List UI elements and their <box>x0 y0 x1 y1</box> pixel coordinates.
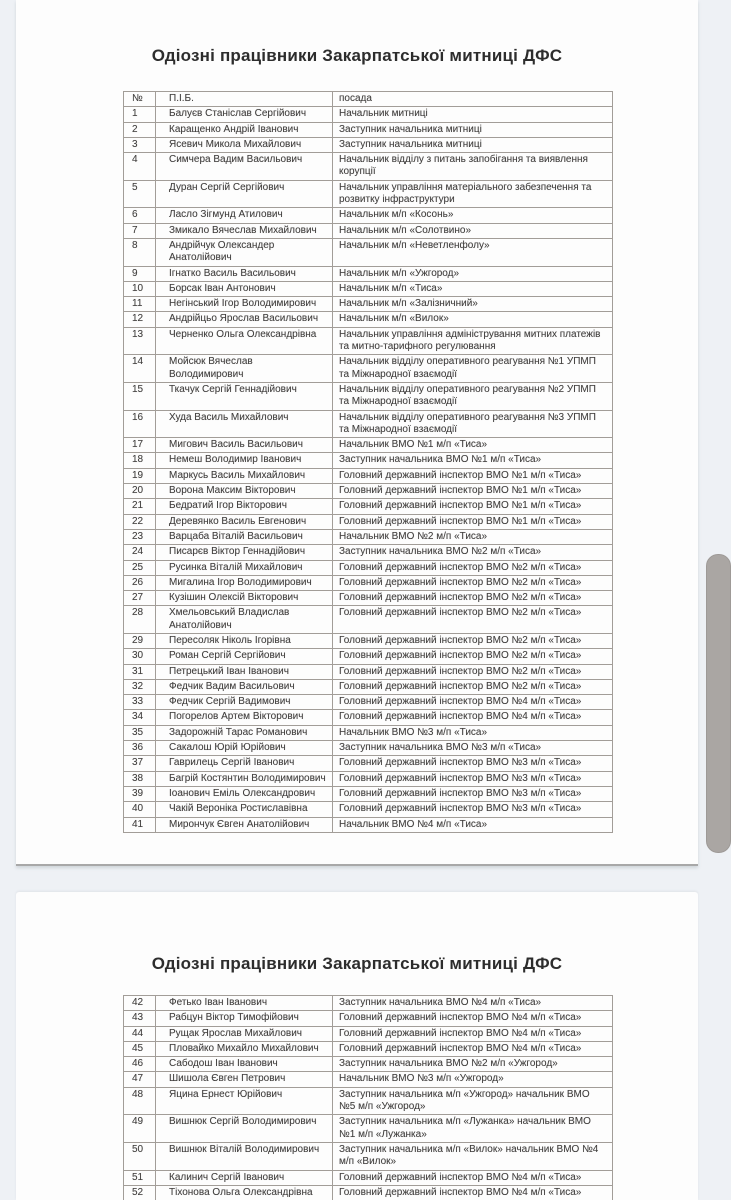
employee-name: Яцина Ернест Юрійович <box>156 1087 333 1115</box>
row-number: 19 <box>124 468 156 483</box>
table-row <box>124 238 613 266</box>
employee-name: Ясевич Микола Михайлович <box>156 137 333 152</box>
table-row <box>124 1011 613 1026</box>
table-row <box>124 1142 613 1170</box>
table-row <box>124 741 613 756</box>
row-number: 35 <box>124 725 156 740</box>
employee-position: Начальник м/п «Вилок» <box>333 312 613 327</box>
employee-position: Головний державний інспектор ВМО №2 м/п «Тиса» <box>333 591 613 606</box>
employee-position: Заступник начальника митниці <box>333 137 613 152</box>
table-row <box>124 1026 613 1041</box>
employee-name: Ігнатко Василь Васильович <box>156 266 333 281</box>
employee-position: Заступник начальника ВМО №2 м/п «Ужгород» <box>333 1057 613 1072</box>
row-number: 13 <box>124 327 156 355</box>
employee-name: Бедратий Ігор Вікторович <box>156 499 333 514</box>
employee-name: Варцаба Віталій Васильович <box>156 529 333 544</box>
row-number: 8 <box>124 238 156 266</box>
employee-name: Борсак Іван Антонович <box>156 281 333 296</box>
employee-name: Пловайко Михайло Михайлович <box>156 1041 333 1056</box>
table-row <box>124 575 613 590</box>
table-row <box>124 180 613 208</box>
table-row <box>124 1057 613 1072</box>
employees-table-page-1 <box>123 91 613 833</box>
employee-position: Начальник ВМО №2 м/п «Тиса» <box>333 529 613 544</box>
header-row <box>124 92 613 107</box>
row-number: 32 <box>124 679 156 694</box>
table-row <box>124 786 613 801</box>
employee-position: Головний державний інспектор ВМО №1 м/п «Тиса» <box>333 499 613 514</box>
table-row <box>124 591 613 606</box>
row-number: 5 <box>124 180 156 208</box>
employee-position: Начальник ВМО №3 м/п «Ужгород» <box>333 1072 613 1087</box>
row-number: 25 <box>124 560 156 575</box>
row-number: 4 <box>124 153 156 181</box>
page-title: Одіозні працівники Закарпатської митниці ДФС <box>151 954 563 973</box>
row-number: 36 <box>124 741 156 756</box>
table-row <box>124 545 613 560</box>
table-row <box>124 484 613 499</box>
employee-name: Мигалина Ігор Володимирович <box>156 575 333 590</box>
employee-name: Іоанович Еміль Олександрович <box>156 786 333 801</box>
row-number: 43 <box>124 1011 156 1026</box>
employee-position: Начальник ВМО №4 м/п «Тиса» <box>333 817 613 832</box>
table-row <box>124 710 613 725</box>
employee-name: Писарєв Віктор Геннадійович <box>156 545 333 560</box>
employee-position: Головний державний інспектор ВМО №4 м/п «Тиса» <box>333 1185 613 1200</box>
employee-position: Головний державний інспектор ВМО №2 м/п «Тиса» <box>333 633 613 648</box>
table-row <box>124 122 613 137</box>
document-page-1 <box>16 0 698 866</box>
employee-name: Петрецький Іван Іванович <box>156 664 333 679</box>
row-number: 7 <box>124 223 156 238</box>
employee-position: Головний державний інспектор ВМО №3 м/п «Тиса» <box>333 756 613 771</box>
employee-name: Погорелов Артем Вікторович <box>156 710 333 725</box>
employee-position: Заступник начальника м/п «Вилок» начальник ВМО №4 м/п «Вилок» <box>333 1142 613 1170</box>
row-number: 39 <box>124 786 156 801</box>
column-header: П.І.Б. <box>156 92 333 107</box>
employee-position: Начальник м/п «Неветленфолу» <box>333 238 613 266</box>
employee-name: Федчик Вадим Васильович <box>156 679 333 694</box>
row-number: 29 <box>124 633 156 648</box>
employee-name: Деревянко Василь Евгенович <box>156 514 333 529</box>
employee-position: Головний державний інспектор ВМО №2 м/п «Тиса» <box>333 560 613 575</box>
table-row <box>124 695 613 710</box>
employee-name: Каращенко Андрій Іванович <box>156 122 333 137</box>
employee-position: Начальник м/п «Косонь» <box>333 208 613 223</box>
employee-position: Головний державний інспектор ВМО №1 м/п «Тиса» <box>333 514 613 529</box>
employee-position: Головний державний інспектор ВМО №1 м/п «Тиса» <box>333 468 613 483</box>
employee-position: Начальник відділу оперативного реагування №2 УПМП та Міжнародної взаємодії <box>333 382 613 410</box>
employee-name: Маркусь Василь Михайлович <box>156 468 333 483</box>
row-number: 12 <box>124 312 156 327</box>
row-number: 18 <box>124 453 156 468</box>
row-number: 2 <box>124 122 156 137</box>
employee-name: Черненко Ольга Олександрівна <box>156 327 333 355</box>
employee-name: Худа Василь Михайлович <box>156 410 333 438</box>
employee-name: Симчера Вадим Васильович <box>156 153 333 181</box>
employee-position: Начальник м/п «Залізничний» <box>333 297 613 312</box>
employee-position: Начальник м/п «Тиса» <box>333 281 613 296</box>
table-row <box>124 1170 613 1185</box>
table-row <box>124 266 613 281</box>
row-number: 50 <box>124 1142 156 1170</box>
table-row <box>124 137 613 152</box>
employee-position: Заступник начальника ВМО №3 м/п «Тиса» <box>333 741 613 756</box>
employee-name: Калинич Сергій Іванович <box>156 1170 333 1185</box>
employee-name: Сакалош Юрій Юрійович <box>156 741 333 756</box>
table-row <box>124 281 613 296</box>
row-number: 48 <box>124 1087 156 1115</box>
employee-position: Начальник управління матеріального забезпечення та розвитку інфраструктури <box>333 180 613 208</box>
table-row <box>124 223 613 238</box>
employee-position: Начальник митниці <box>333 107 613 122</box>
row-number: 44 <box>124 1026 156 1041</box>
table-row <box>124 560 613 575</box>
row-number: 45 <box>124 1041 156 1056</box>
employee-name: Балуєв Станіслав Сергійович <box>156 107 333 122</box>
row-number: 22 <box>124 514 156 529</box>
employee-name: Рабцун Віктор Тимофійович <box>156 1011 333 1026</box>
employee-name: Мирончук Євген Анатолійович <box>156 817 333 832</box>
employee-position: Головний державний інспектор ВМО №4 м/п «Тиса» <box>333 1041 613 1056</box>
employee-name: Хмельовський Владислав Анатолійович <box>156 606 333 634</box>
column-header: № <box>124 92 156 107</box>
table-row <box>124 817 613 832</box>
table-row <box>124 1185 613 1200</box>
employee-position: Заступник начальника ВМО №4 м/п «Тиса» <box>333 996 613 1011</box>
table-row <box>124 297 613 312</box>
table-row <box>124 453 613 468</box>
employee-name: Роман Сергій Сергійович <box>156 649 333 664</box>
employee-position: Заступник начальника ВМО №1 м/п «Тиса» <box>333 453 613 468</box>
row-number: 31 <box>124 664 156 679</box>
employee-name: Фетько Іван Іванович <box>156 996 333 1011</box>
column-header: посада <box>333 92 613 107</box>
table-row <box>124 606 613 634</box>
row-number: 3 <box>124 137 156 152</box>
row-number: 16 <box>124 410 156 438</box>
employee-name: Сабодош Іван Іванович <box>156 1057 333 1072</box>
row-number: 17 <box>124 438 156 453</box>
row-number: 21 <box>124 499 156 514</box>
employee-name: Шишола Євген Петрович <box>156 1072 333 1087</box>
employee-name: Дуран Сергій Сергійович <box>156 180 333 208</box>
employee-position: Головний державний інспектор ВМО №2 м/п «Тиса» <box>333 606 613 634</box>
row-number: 30 <box>124 649 156 664</box>
employee-name: Рущак Ярослав Михайлович <box>156 1026 333 1041</box>
row-number: 6 <box>124 208 156 223</box>
page-title: Одіозні працівники Закарпатської митниці ДФС <box>151 46 563 65</box>
table-row <box>124 756 613 771</box>
scrollbar-thumb[interactable] <box>706 554 731 853</box>
table-row <box>124 633 613 648</box>
employee-position: Головний державний інспектор ВМО №2 м/п «Тиса» <box>333 575 613 590</box>
row-number: 23 <box>124 529 156 544</box>
employee-position: Заступник начальника митниці <box>333 122 613 137</box>
employee-position: Начальник відділу з питань запобігання та виявлення корупції <box>333 153 613 181</box>
employee-name: Задорожній Тарас Романович <box>156 725 333 740</box>
row-number: 27 <box>124 591 156 606</box>
employee-name: Чакій Вероніка Ростиславівна <box>156 802 333 817</box>
employee-position: Головний державний інспектор ВМО №2 м/п «Тиса» <box>333 664 613 679</box>
employee-position: Головний державний інспектор ВМО №4 м/п «Тиса» <box>333 1170 613 1185</box>
row-number: 26 <box>124 575 156 590</box>
row-number: 10 <box>124 281 156 296</box>
table-row <box>124 996 613 1011</box>
employee-position: Начальник м/п «Ужгород» <box>333 266 613 281</box>
table-row <box>124 312 613 327</box>
row-number: 9 <box>124 266 156 281</box>
table-row <box>124 499 613 514</box>
table-row <box>124 649 613 664</box>
table-row <box>124 1041 613 1056</box>
table-row <box>124 802 613 817</box>
employee-position: Головний державний інспектор ВМО №4 м/п «Тиса» <box>333 1026 613 1041</box>
employee-position: Головний державний інспектор ВМО №4 м/п «Тиса» <box>333 710 613 725</box>
employee-position: Начальник ВМО №3 м/п «Тиса» <box>333 725 613 740</box>
table-row <box>124 208 613 223</box>
table-row <box>124 514 613 529</box>
employee-position: Головний державний інспектор ВМО №2 м/п «Тиса» <box>333 679 613 694</box>
table-row <box>124 153 613 181</box>
row-number: 42 <box>124 996 156 1011</box>
table-row <box>124 327 613 355</box>
row-number: 28 <box>124 606 156 634</box>
employee-name: Андрійцьо Ярослав Васильович <box>156 312 333 327</box>
employee-name: Андрійчук Олександер Анатолійович <box>156 238 333 266</box>
table-row <box>124 468 613 483</box>
row-number: 47 <box>124 1072 156 1087</box>
table-row <box>124 382 613 410</box>
employee-position: Заступник начальника ВМО №2 м/п «Тиса» <box>333 545 613 560</box>
employees-table-page-2 <box>123 995 613 1200</box>
employee-name: Вишнюк Віталій Володимирович <box>156 1142 333 1170</box>
employee-position: Головний державний інспектор ВМО №3 м/п «Тиса» <box>333 786 613 801</box>
employee-position: Заступник начальника м/п «Лужанка» начальник ВМО №1 м/п «Лужанка» <box>333 1115 613 1143</box>
employee-position: Начальник відділу оперативного реагування №1 УПМП та Міжнародної взаємодії <box>333 355 613 383</box>
employee-position: Начальник управління адміністрування митних платежів та митно-тарифного регулювання <box>333 327 613 355</box>
employee-name: Тіхонова Ольга Олександрівна <box>156 1185 333 1200</box>
row-number: 41 <box>124 817 156 832</box>
employee-name: Ласло Зігмунд Атилович <box>156 208 333 223</box>
row-number: 51 <box>124 1170 156 1185</box>
employee-position: Начальник ВМО №1 м/п «Тиса» <box>333 438 613 453</box>
row-number: 33 <box>124 695 156 710</box>
row-number: 24 <box>124 545 156 560</box>
employee-position: Начальник м/п «Солотвино» <box>333 223 613 238</box>
employee-name: Мойсюк Вячеслав Володимирович <box>156 355 333 383</box>
table-row <box>124 410 613 438</box>
row-number: 38 <box>124 771 156 786</box>
row-number: 34 <box>124 710 156 725</box>
employee-position: Головний державний інспектор ВМО №3 м/п «Тиса» <box>333 771 613 786</box>
employee-position: Головний державний інспектор ВМО №1 м/п «Тиса» <box>333 484 613 499</box>
table-row <box>124 355 613 383</box>
table-row <box>124 771 613 786</box>
employee-position: Головний державний інспектор ВМО №4 м/п «Тиса» <box>333 1011 613 1026</box>
row-number: 15 <box>124 382 156 410</box>
row-number: 40 <box>124 802 156 817</box>
employee-name: Русинка Віталій Михайлович <box>156 560 333 575</box>
row-number: 14 <box>124 355 156 383</box>
table-row <box>124 664 613 679</box>
employee-name: Ткачук Сергій Геннадійович <box>156 382 333 410</box>
employee-position: Головний державний інспектор ВМО №2 м/п «Тиса» <box>333 649 613 664</box>
document-page-2 <box>16 892 698 1200</box>
employee-name: Вишнюк Сергій Володимирович <box>156 1115 333 1143</box>
employee-name: Кузішин Олексій Вікторович <box>156 591 333 606</box>
row-number: 11 <box>124 297 156 312</box>
row-number: 20 <box>124 484 156 499</box>
table-row <box>124 1087 613 1115</box>
employee-position: Начальник відділу оперативного реагування №3 УПМП та Міжнародної взаємодії <box>333 410 613 438</box>
table-row <box>124 725 613 740</box>
employee-name: Негінський Ігор Володимирович <box>156 297 333 312</box>
employee-position: Головний державний інспектор ВМО №4 м/п «Тиса» <box>333 695 613 710</box>
table-row <box>124 1072 613 1087</box>
employee-position: Головний державний інспектор ВМО №3 м/п «Тиса» <box>333 802 613 817</box>
employee-name: Багрій Костянтин Володимирович <box>156 771 333 786</box>
employee-name: Ворона Максим Вікторович <box>156 484 333 499</box>
employee-name: Мигович Василь Васильович <box>156 438 333 453</box>
row-number: 37 <box>124 756 156 771</box>
row-number: 1 <box>124 107 156 122</box>
table-row <box>124 107 613 122</box>
table-row <box>124 679 613 694</box>
employee-name: Федчик Сергій Вадимович <box>156 695 333 710</box>
row-number: 49 <box>124 1115 156 1143</box>
table-row <box>124 529 613 544</box>
employee-position: Заступник начальника м/п «Ужгород» начальник ВМО №5 м/п «Ужгород» <box>333 1087 613 1115</box>
employee-name: Пересоляк Ніколь Ігорівна <box>156 633 333 648</box>
row-number: 46 <box>124 1057 156 1072</box>
table-row <box>124 438 613 453</box>
employee-name: Немеш Володимир Іванович <box>156 453 333 468</box>
row-number: 52 <box>124 1185 156 1200</box>
employee-name: Змикало Вячеслав Михайлович <box>156 223 333 238</box>
table-row <box>124 1115 613 1143</box>
employee-name: Гаврилець Сергій Іванович <box>156 756 333 771</box>
